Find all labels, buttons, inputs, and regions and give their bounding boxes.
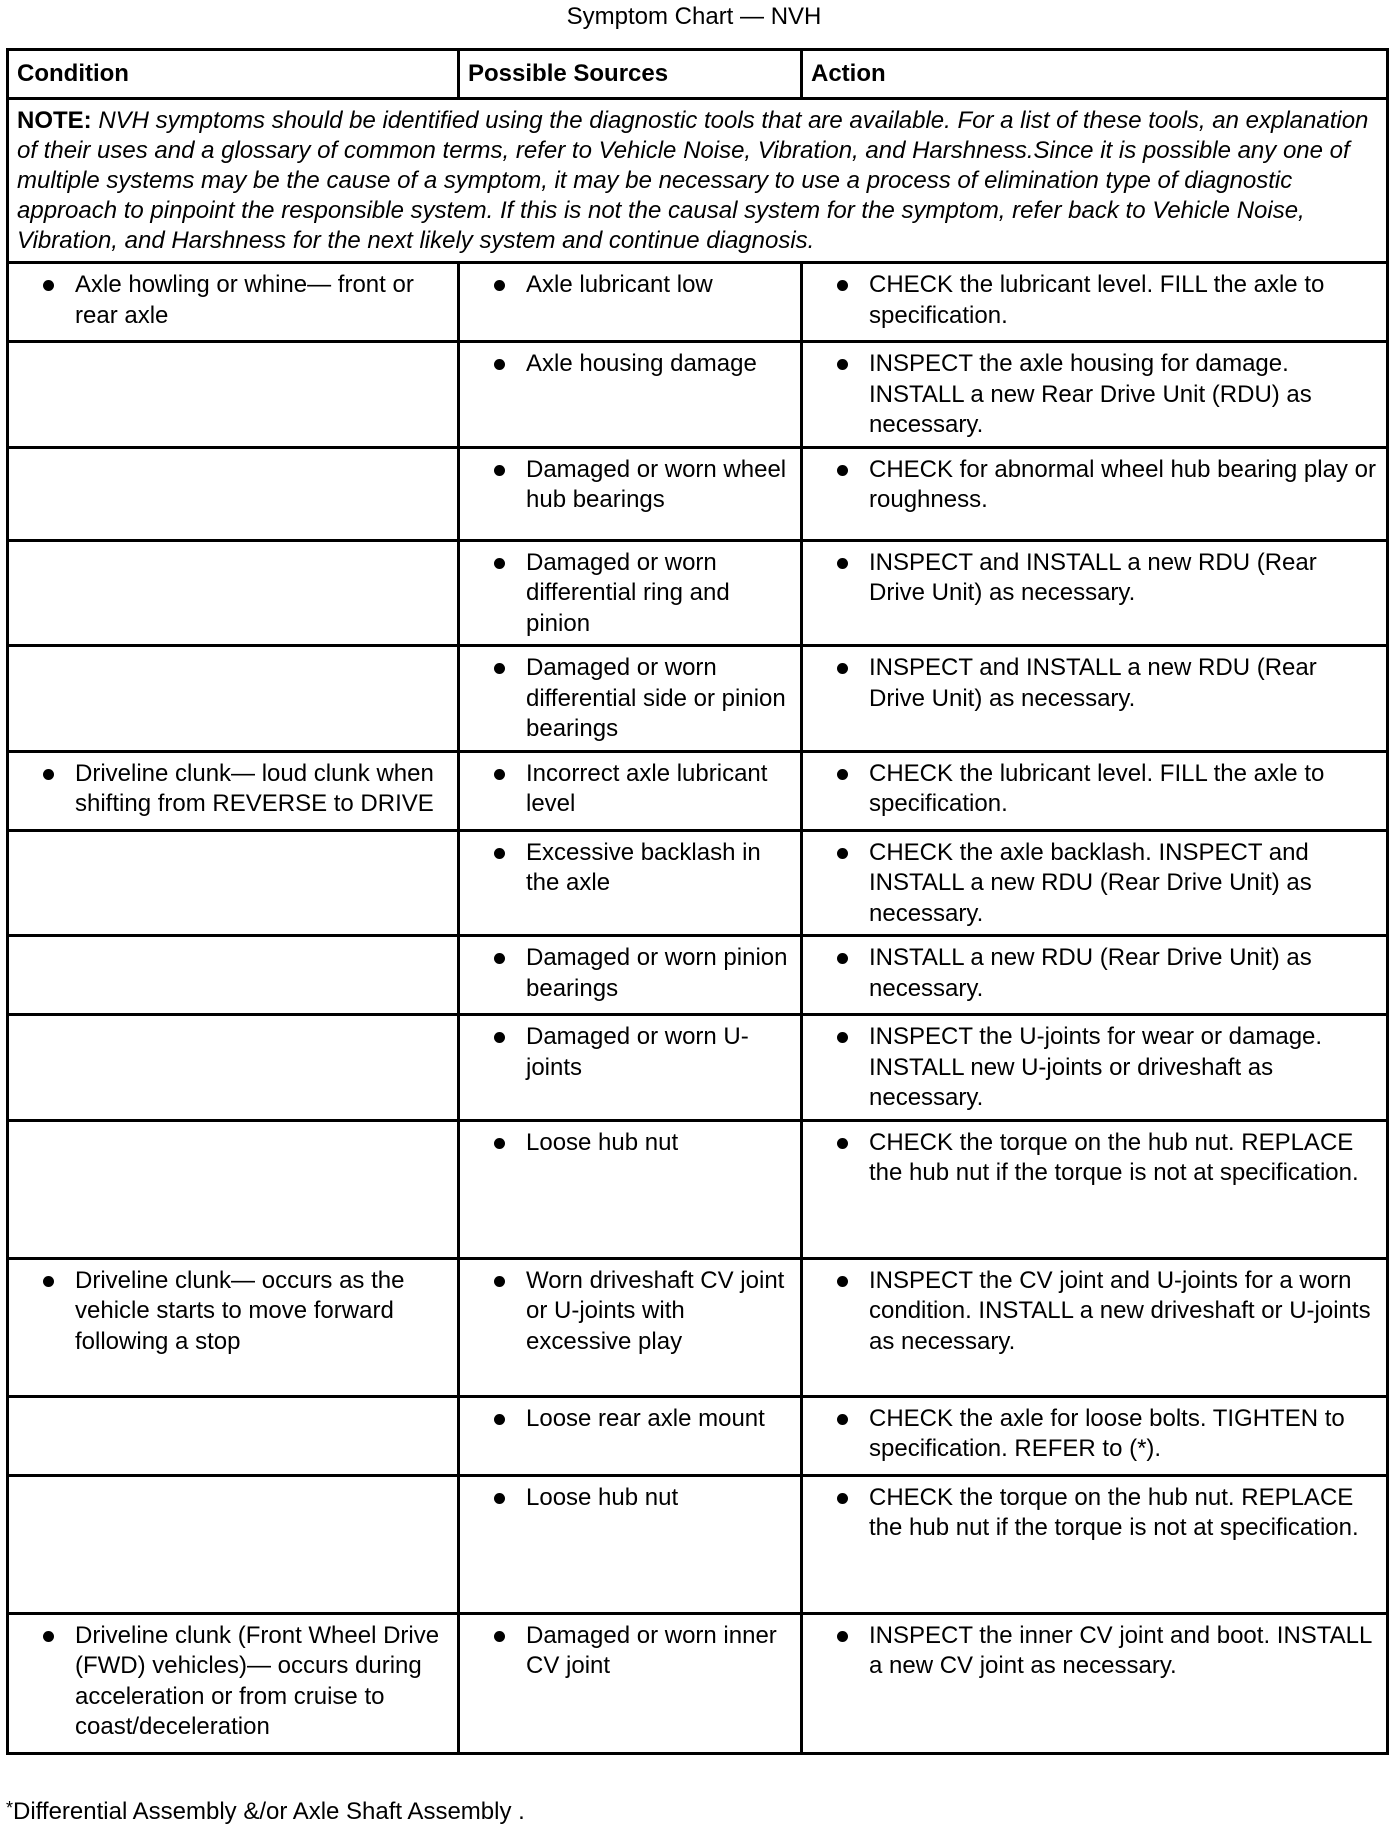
- bullet-icon: [494, 280, 505, 291]
- condition-text: Driveline clunk— occurs as the vehicle starts to move forward following a stop: [75, 1266, 405, 1355]
- condition-cell: [8, 1475, 459, 1613]
- note-row: [8, 99, 1388, 263]
- source-text: Incorrect axle lubricant level: [526, 759, 768, 817]
- condition-text: Driveline clunk— loud clunk when shifting from REVERSE to DRIVE: [75, 759, 434, 817]
- condition-cell: [8, 1015, 459, 1121]
- action-text: CHECK the axle for loose bolts. TIGHTEN to specification. REFER to (*).: [869, 1404, 1345, 1462]
- possible-source-cell: [459, 1258, 802, 1396]
- bullet-item: [468, 1621, 792, 1682]
- condition-cell: [8, 263, 459, 342]
- bullet-item: [468, 455, 792, 516]
- condition-cell: [8, 540, 459, 646]
- bullet-icon: [494, 953, 505, 964]
- condition-cell: [8, 447, 459, 540]
- source-text: Damaged or worn differential side or pinion bearings: [526, 654, 786, 742]
- bullet-item: [468, 838, 792, 899]
- table-row: [8, 342, 1388, 448]
- action-cell: [802, 646, 1388, 752]
- bullet-item: [17, 1621, 449, 1743]
- footnote-text: Differential Assembly &/or Axle Shaft Assembly .: [13, 1798, 525, 1825]
- bullet-icon: [837, 1414, 848, 1425]
- condition-cell: [8, 646, 459, 752]
- bullet-icon: [494, 1032, 505, 1043]
- action-cell: [802, 1258, 1388, 1396]
- action-text: INSTALL a new RDU (Rear Drive Unit) as necessary.: [869, 944, 1312, 1002]
- footnote: [6, 1798, 1386, 1826]
- bullet-icon: [494, 663, 505, 674]
- bullet-icon: [494, 558, 505, 569]
- possible-source-cell: [459, 830, 802, 936]
- bullet-icon: [494, 1493, 505, 1504]
- table-row: [8, 1396, 1388, 1475]
- possible-source-cell: [459, 936, 802, 1015]
- bullet-item: [17, 1266, 449, 1358]
- bullet-item: [811, 1404, 1378, 1465]
- action-text: CHECK for abnormal wheel hub bearing play or roughness.: [869, 455, 1376, 513]
- bullet-icon: [494, 769, 505, 780]
- condition-cell: [8, 751, 459, 830]
- bullet-item: [468, 349, 792, 380]
- condition-cell: [8, 1613, 459, 1753]
- condition-cell: [8, 830, 459, 936]
- possible-source-cell: [459, 1015, 802, 1121]
- header-action: Action: [802, 50, 1388, 99]
- bullet-icon: [837, 280, 848, 291]
- bullet-icon: [837, 465, 848, 476]
- possible-source-cell: [459, 540, 802, 646]
- action-cell: [802, 936, 1388, 1015]
- action-cell: [802, 1475, 1388, 1613]
- source-text: Damaged or worn pinion bearings: [526, 944, 788, 1002]
- bullet-icon: [837, 953, 848, 964]
- bullet-icon: [837, 663, 848, 674]
- bullet-item: [811, 653, 1378, 714]
- bullet-icon: [837, 848, 848, 859]
- action-cell: [802, 1613, 1388, 1753]
- source-text: Damaged or worn differential ring and pinion: [526, 548, 730, 637]
- bullet-icon: [837, 359, 848, 370]
- possible-source-cell: [459, 263, 802, 342]
- action-cell: [802, 1015, 1388, 1121]
- action-text: CHECK the torque on the hub nut. REPLACE the hub nut if the torque is not at specification.: [869, 1483, 1359, 1541]
- condition-cell: [8, 342, 459, 448]
- possible-source-cell: [459, 751, 802, 830]
- bullet-item: [468, 653, 792, 745]
- table-row: [8, 830, 1388, 936]
- condition-cell: [8, 936, 459, 1015]
- bullet-icon: [43, 280, 54, 291]
- source-text: Damaged or worn wheel hub bearings: [526, 455, 787, 513]
- source-text: Loose hub nut: [526, 1128, 679, 1156]
- bullet-icon: [494, 465, 505, 476]
- bullet-icon: [494, 1631, 505, 1642]
- note-text: NVH symptoms should be identified using the diagnostic tools that are available. For a list of these tools, an explanation of their uses and a glossary of common terms, refer to Vehicle Noise, Vibration, and Harshness.Since it is possible any one of multiple systems may be the cause of a symptom, it may be necessary to use a process of elimination type of diagnostic approach to pinpoint the responsible system. If this is not the causal system for the symptom, refer back to Vehicle Noise, Vibration, and Harshness for the next likely system and continue diagnosis.: [17, 107, 1369, 254]
- table-row: [8, 1258, 1388, 1396]
- bullet-item: [468, 1128, 792, 1159]
- source-text: Damaged or worn inner CV joint: [526, 1621, 777, 1679]
- possible-source-cell: [459, 447, 802, 540]
- bullet-item: [468, 759, 792, 820]
- bullet-icon: [837, 1631, 848, 1642]
- action-cell: [802, 263, 1388, 342]
- action-text: CHECK the lubricant level. FILL the axle to specification.: [869, 759, 1325, 817]
- condition-cell: [8, 1396, 459, 1475]
- bullet-icon: [837, 1032, 848, 1043]
- bullet-item: [17, 759, 449, 820]
- table-row: [8, 1015, 1388, 1121]
- action-text: CHECK the lubricant level. FILL the axle to specification.: [869, 271, 1325, 329]
- source-text: Damaged or worn U-joints: [526, 1023, 749, 1081]
- condition-cell: [8, 1258, 459, 1396]
- bullet-item: [811, 1266, 1378, 1358]
- table-row: [8, 1613, 1388, 1753]
- bullet-icon: [837, 769, 848, 780]
- bullet-icon: [494, 1414, 505, 1425]
- bullet-item: [468, 270, 792, 301]
- action-cell: [802, 751, 1388, 830]
- bullet-item: [811, 943, 1378, 1004]
- header-row: [8, 50, 1388, 99]
- bullet-item: [811, 548, 1378, 609]
- page-title: [0, 2, 1392, 32]
- action-text: CHECK the axle backlash. INSPECT and INSTALL a new RDU (Rear Drive Unit) as necessary.: [869, 838, 1312, 927]
- bullet-icon: [494, 848, 505, 859]
- source-text: Excessive backlash in the axle: [526, 838, 761, 896]
- bullet-icon: [494, 1138, 505, 1149]
- condition-text: Axle howling or whine— front or rear axle: [75, 271, 414, 329]
- page-title-text: Symptom Chart — NVH: [566, 3, 822, 30]
- bullet-item: [468, 943, 792, 1004]
- action-cell: [802, 1396, 1388, 1475]
- action-cell: [802, 830, 1388, 936]
- table-row: [8, 1120, 1388, 1258]
- source-text: Worn driveshaft CV joint or U-joints with excessive play: [526, 1266, 785, 1355]
- bullet-item: [811, 1128, 1378, 1189]
- header-possible-sources: Possible Sources: [459, 50, 802, 99]
- bullet-item: [17, 270, 449, 331]
- possible-source-cell: [459, 1475, 802, 1613]
- bullet-item: [811, 838, 1378, 930]
- bullet-item: [811, 1022, 1378, 1114]
- bullet-item: [468, 1022, 792, 1083]
- possible-source-cell: [459, 1120, 802, 1258]
- condition-cell: [8, 1120, 459, 1258]
- bullet-item: [468, 1404, 792, 1435]
- action-text: CHECK the torque on the hub nut. REPLACE the hub nut if the torque is not at specification.: [869, 1128, 1359, 1186]
- note-cell: [8, 99, 1388, 263]
- table-row: [8, 263, 1388, 342]
- bullet-icon: [837, 558, 848, 569]
- possible-source-cell: [459, 646, 802, 752]
- condition-text: Driveline clunk (Front Wheel Drive (FWD) vehicles)— occurs during acceleration or from cruise to coast/deceleration: [75, 1621, 440, 1740]
- action-text: INSPECT the U-joints for wear or damage. INSTALL new U-joints or driveshaft as necessary.: [869, 1023, 1323, 1111]
- bullet-icon: [43, 1276, 54, 1287]
- note-label: NOTE:: [17, 107, 92, 134]
- possible-source-cell: [459, 342, 802, 448]
- table-row: [8, 936, 1388, 1015]
- bullet-item: [468, 548, 792, 640]
- table-row: [8, 447, 1388, 540]
- bullet-item: [811, 1483, 1378, 1544]
- bullet-item: [811, 270, 1378, 331]
- action-text: INSPECT the CV joint and U-joints for a worn condition. INSTALL a new driveshaft or U-joints as necessary.: [869, 1266, 1371, 1355]
- bullet-icon: [43, 1631, 54, 1642]
- bullet-item: [811, 1621, 1378, 1682]
- action-text: INSPECT and INSTALL a new RDU (Rear Drive Unit) as necessary.: [869, 548, 1317, 606]
- bullet-item: [811, 349, 1378, 441]
- bullet-icon: [837, 1138, 848, 1149]
- bullet-item: [468, 1266, 792, 1358]
- source-text: Loose rear axle mount: [526, 1404, 765, 1432]
- bullet-item: [811, 455, 1378, 516]
- source-text: Axle lubricant low: [526, 271, 713, 298]
- action-text: INSPECT the axle housing for damage. INSTALL a new Rear Drive Unit (RDU) as necessary.: [869, 350, 1312, 438]
- bullet-item: [811, 759, 1378, 820]
- action-cell: [802, 540, 1388, 646]
- action-cell: [802, 1120, 1388, 1258]
- possible-source-cell: [459, 1396, 802, 1475]
- table-row: [8, 1475, 1388, 1613]
- footnote-marker: *: [6, 1798, 14, 1818]
- source-text: Loose hub nut: [526, 1483, 679, 1511]
- action-cell: [802, 342, 1388, 448]
- bullet-icon: [43, 769, 54, 780]
- bullet-icon: [837, 1493, 848, 1504]
- bullet-icon: [494, 1276, 505, 1287]
- bullet-item: [468, 1483, 792, 1514]
- action-text: INSPECT the inner CV joint and boot. INSTALL a new CV joint as necessary.: [869, 1621, 1372, 1679]
- table-row: [8, 540, 1388, 646]
- source-text: Axle housing damage: [526, 350, 757, 377]
- action-cell: [802, 447, 1388, 540]
- table-row: [8, 646, 1388, 752]
- table-row: [8, 751, 1388, 830]
- action-text: INSPECT and INSTALL a new RDU (Rear Drive Unit) as necessary.: [869, 654, 1317, 712]
- possible-source-cell: [459, 1613, 802, 1753]
- header-condition: Condition: [8, 50, 459, 99]
- bullet-icon: [837, 1276, 848, 1287]
- symptom-chart-table: [6, 48, 1389, 1755]
- bullet-icon: [494, 359, 505, 370]
